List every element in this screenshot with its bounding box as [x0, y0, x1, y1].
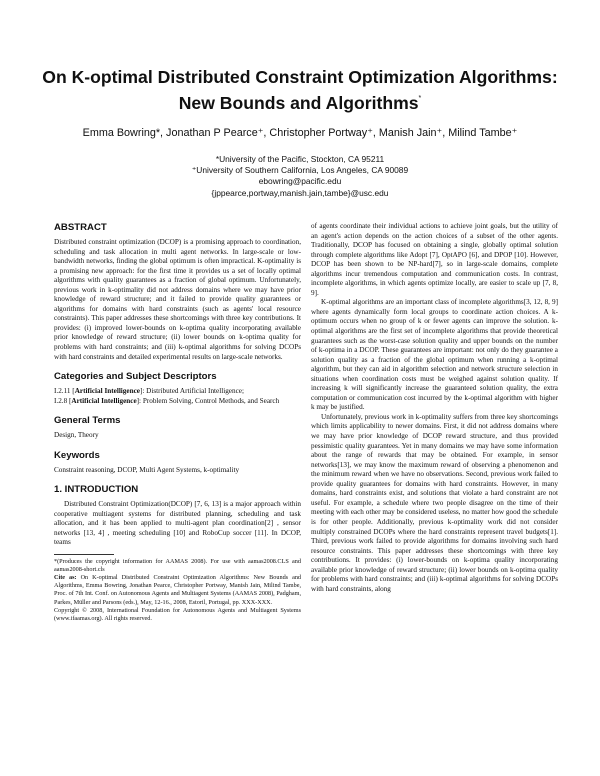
- categories-heading: Categories and Subject Descriptors: [54, 371, 217, 383]
- introduction-heading: 1. INTRODUCTION: [54, 484, 139, 496]
- right-column: [311, 222, 558, 594]
- affiliation-1: *University of the Pacific, Stockton, CA 95211: [215, 154, 385, 164]
- categories-line-1: I.2.11 [Artificial Intelligence]: Distributed Artificial Intelligence;: [54, 387, 244, 396]
- categories-line-2: I.2.8 [Artificial Intelligence]: Problem Solving, Control Methods, and Search: [54, 396, 280, 405]
- general-terms-text: Design, Theory: [54, 431, 99, 440]
- affiliations: [40, 154, 560, 199]
- title-footnote-mark: *: [418, 95, 422, 102]
- footnote-rule: [54, 554, 114, 555]
- email-2: {jppearce,portway,manish.jain,tambe}@usc.edu: [211, 187, 389, 198]
- intro-paragraph-4: Unfortunately, previous work in k-optimality suffers from three key shortcomings which limits applicability to newer domains. First, it did not address domains where we may have prior knowledge of DCOP reward structure, and thus provided pessimistic quality guarantees. Yet in many domains we may have some information about the range of rewards that may be obtained. For example, in sensor networks[13], we may know the maximum reward of observing a phenomenon and the minimum reward when we have no observations. Second, previous work failed to provide quality guarantees for domains with hard constraints. However, in many domains, hard constraints exist, and solutions that violate a hard constraint are not useful. For example, a schedule where two people disagree on the time of their meeting with each other may be considered useless, no matter how good the schedule is for other people. Additionally, previous k-optimality work did not consider multiply constrained DCOPs where the hard constraints represent travel budgets[1]. Third, previous work failed to provide algorithms for domains involving such hard resource constraints. This paper addresses these shortcomings with three key contributions. It provides: (i) lower-bounds on k-optima quality incorporating available prior knowledge of reward structure; (ii) lower bounds on k-optima quality for problems with hard constraints; and (iii) k-optimal algorithms for solving DCOPs with hard constraints, along: [311, 412, 558, 593]
- footnote-citation: Cite as: On K-optimal Distributed Constraint Optimization Algorithms: New Bounds and Algorithms, Emma Bowring, Jonathan Pearce, Christopher Portway, Manish Jain, Milind Tambe, Proc. of 7th Int. Conf. on Autonomous Agents and Multiagent Systems (AAMAS 2008), Padgham, Parkes, Müller and Parsons (eds.), May, 12-16., 2008, Estoril, Portugal, pp. XXX-XXX.: [54, 574, 302, 606]
- left-column: [54, 222, 301, 623]
- paper-title: [40, 66, 560, 114]
- affiliation-2: ⁺University of Southern California, Los Angeles, CA 90089: [191, 165, 409, 176]
- footnote-copyright: Copyright © 2008, International Foundation for Autonomous Agents and Multiagent Systems (www.ifaamas.org). All rights reserved.: [54, 606, 301, 622]
- footnote-copyright-note: *(Produces the copyright information for AAMAS 2008). For use with aamas2008.CLS and aamas2008-short.cls: [54, 558, 301, 574]
- author-list: Emma Bowring*, Jonathan P Pearce⁺, Christopher Portway⁺, Manish Jain⁺, Milind Tambe⁺: [82, 127, 518, 139]
- keywords-heading: Keywords: [54, 449, 100, 461]
- intro-paragraph-1: Distributed Constraint Optimization(DCOP) [7, 6, 13] is a major approach within cooperative multiagent systems for distributed planning, scheduling and task allocation, and it has been applied to multi-agent plan coordination[2] , sensor networks [13, 4] , meeting scheduling [10] and RoboCup soccer [11]. In DCOP, teams: [54, 500, 301, 547]
- intro-paragraph-2: of agents coordinate their individual actions to achieve joint goals, but the utility of an agent's action depends on the action choices of a subset of the other agents. Traditionally, DCOP has focused on obtaining a single, globally optimal solution through complete algorithms like Adopt [7], OptAPO [6], and DPOP [10]. However, DCOP has been shown to be NP-hard[7], so in large-scale domains, complete algorithms incur tremendous computation and communication costs. In contrast, incomplete algorithms, in which agents optimize locally, are easier to scale up [7, 8, 9].: [311, 222, 558, 297]
- intro-paragraph-3: K-optimal algorithms are an important class of incomplete algorithms[3, 12, 8, 9] where agents dynamically form local groups to coordinate action choices. A k-optimum occurs when no group of k or fewer agents can improve the solution. k-optimal algorithms are the first set of incomplete algorithms that provide theoretical guarantees such as the worst-case solution quality and upper bounds on the number of k-optima in a DCOP. These guarantees are important: not only do they guarantee a solution quality as a fraction of the global optimum when running a k-optimal algorithm, but they can aid in algorithm selection and network structure selection in situations when coordination costs must be weighed against solution quality. If increasing k will significantly increase the guaranteed solution quality, the extra computation or communication cost incurred by the k-optimal algorithm with higher k may be justified.: [311, 298, 558, 412]
- abstract-heading: ABSTRACT: [54, 222, 107, 233]
- general-terms-heading: General Terms: [54, 415, 121, 427]
- title-text: On K-optimal Distributed Constraint Optimization Algorithms: New Bounds and Algorithms: [42, 67, 558, 113]
- abstract-text: Distributed constraint optimization (DCOP) is a promising approach to coordination, scheduling and task allocation in multi agent networks. In large-scale or low-bandwidth networks, finding the global optimum is often impractical. K-optimality is a promising new approach: for the first time it provides us a set of locally optimal algorithms with quality guarantees as a fraction of global optimum. Unfortunately, previous work in k-optimality did not address domains where we may have prior knowledge of reward structure; and it failed to provide quality guarantees or algorithms for domains with hard constraints (such as agents' local resource constraints). This paper addresses these shortcomings with three key contributions. It provides: (i) improved lower-bounds on k-optima quality incorporating available prior knowledge of reward structure; (ii) lower bounds on k-optima quality for problems with hard constraints; and (iii) k-optimal algorithms for solving DCOPs with hard constraints and detailed experimental results on large-scale networks.: [54, 238, 301, 361]
- email-1: ebowring@pacific.edu: [258, 176, 342, 187]
- keywords-text: Constraint reasoning, DCOP, Multi Agent Systems, k-optimality: [54, 465, 240, 474]
